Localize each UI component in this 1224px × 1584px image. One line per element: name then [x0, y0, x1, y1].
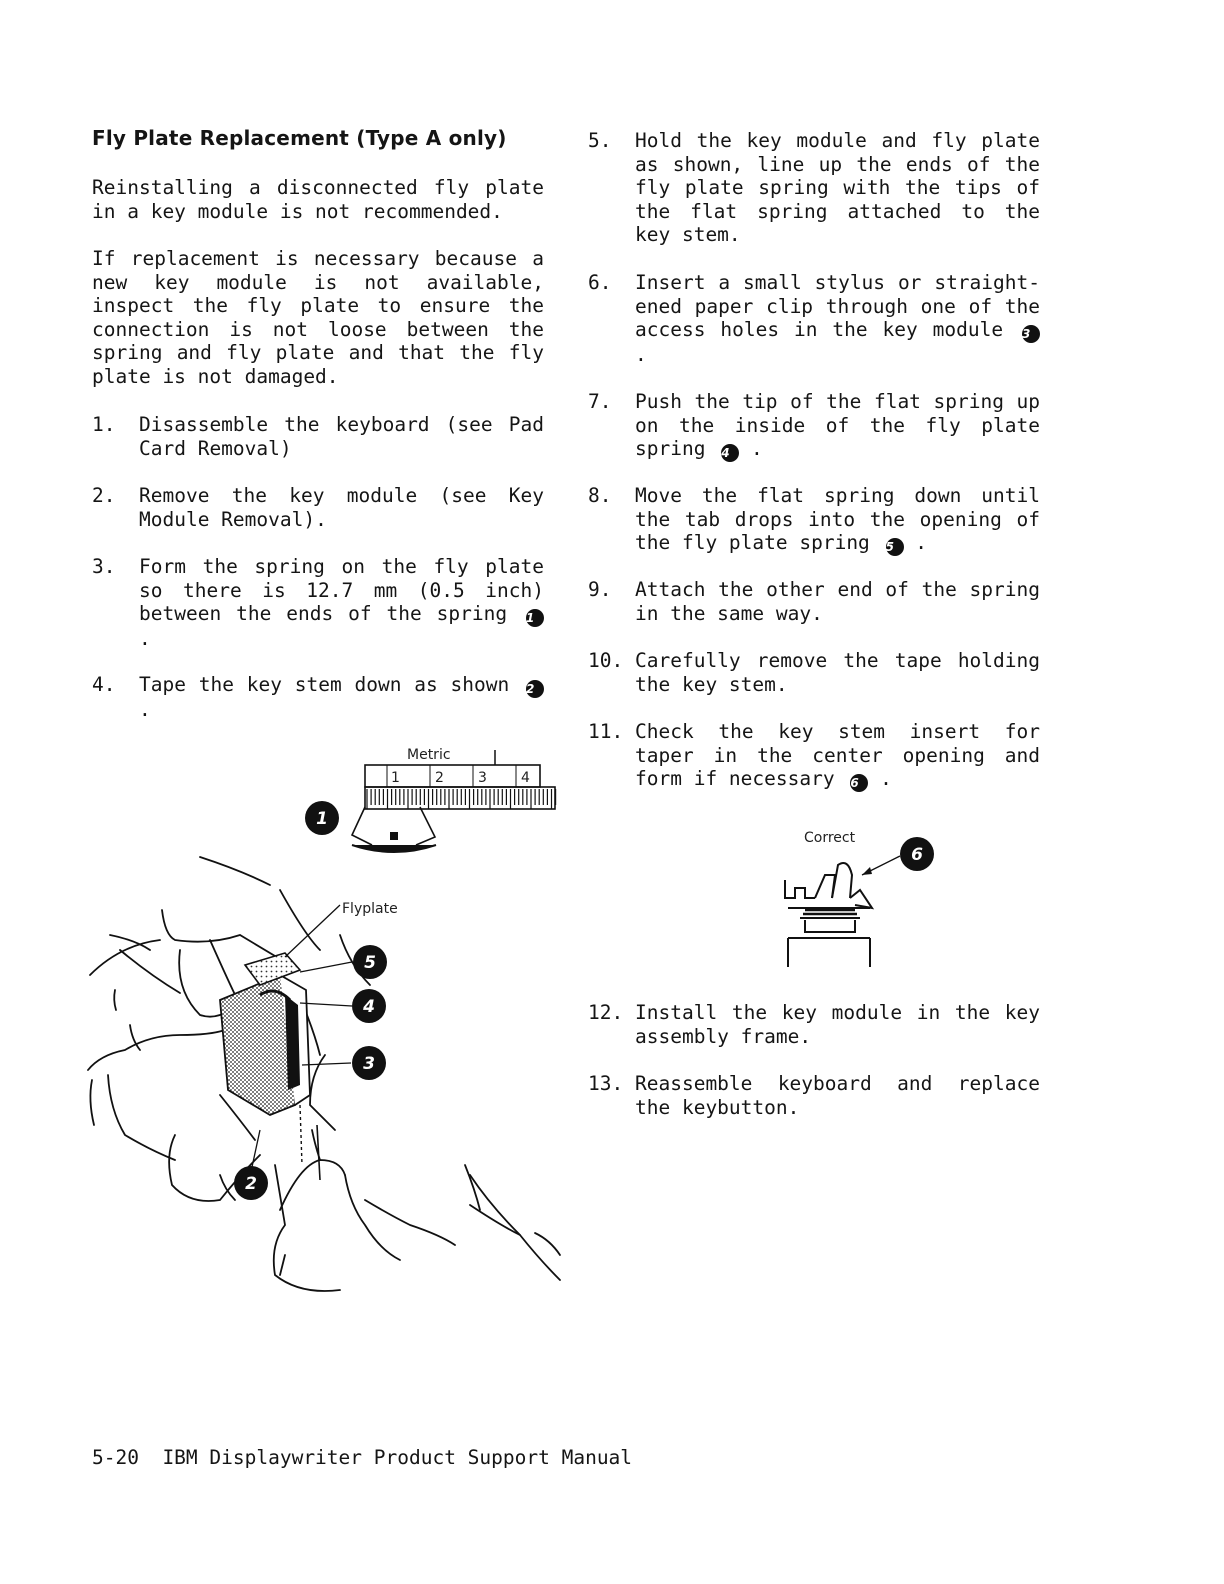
step-number: 9.: [588, 578, 612, 601]
callout-5: [353, 945, 387, 979]
intro-paragraph-2: If replacement is necessary because a new key module is not available, inspect the fly plate to ensure the connection is not loose between the spring and fly plate and that the fly plate is not damaged.: [92, 247, 544, 388]
step-number: 4.: [92, 673, 116, 696]
step-text: Attach the other end of the spring in the same way.: [635, 578, 1040, 625]
fly-plate-illustration: [80, 735, 570, 1300]
svg-text:5: 5: [364, 953, 376, 973]
step-text: Remove the key module (see Key Module Removal).: [139, 484, 544, 531]
callout-3: [352, 1046, 386, 1080]
svg-text:2: 2: [245, 1174, 257, 1194]
key-module: [220, 953, 320, 1180]
callout-badge: 5: [886, 538, 904, 556]
ruler-tick-1: 1: [391, 770, 400, 786]
step-number: 11.: [588, 720, 624, 743]
callout-2: [234, 1166, 268, 1200]
page-footer: 5-20 IBM Displaywriter Product Support Manual: [92, 1446, 633, 1469]
step-text: Insert a small stylus or straight-ened paper clip through one of the access holes in the key module 3 .: [635, 271, 1040, 367]
step-text: Carefully remove the tape holding the key stem.: [635, 649, 1040, 696]
step-text: Check the key stem insert for taper in the center opening and form if necessary 6 .: [635, 720, 1040, 791]
section-heading: Fly Plate Replacement (Type A only): [92, 126, 507, 150]
step-text: Push the tip of the flat spring up on the inside of the fly plate spring 4 .: [635, 390, 1040, 461]
step-number: 12.: [588, 1001, 624, 1024]
step-number: 6.: [588, 271, 612, 294]
ruler-tick-3: 3: [478, 770, 487, 786]
step-number: 1.: [92, 413, 116, 436]
callout-1: [305, 801, 339, 835]
step-number: 3.: [92, 555, 116, 578]
callout-badge: 3: [1022, 325, 1040, 343]
ruler-tick-2: 2: [435, 770, 444, 786]
step-text: Install the key module in the key assembly frame.: [635, 1001, 1040, 1048]
step-text: Disassemble the keyboard (see Pad Card Removal): [139, 413, 544, 460]
svg-text:6: 6: [911, 845, 923, 865]
step-number: 8.: [588, 484, 612, 507]
coil-spring: [803, 910, 857, 914]
callout-badge: 1: [526, 609, 544, 627]
step-text: Hold the key module and fly plate as shown, line up the ends of the fly plate spring with the tips of the flat spring attached to the key stem.: [635, 129, 1040, 247]
svg-text:1: 1: [316, 809, 328, 829]
step-number: 7.: [588, 390, 612, 413]
key-stem-insert-illustration: [770, 820, 970, 975]
ruler-tick-4: 4: [521, 770, 530, 786]
callout-badge: 6: [850, 774, 868, 792]
callout-badge: 2: [526, 680, 544, 698]
hands-line-art: [88, 857, 560, 1291]
step-number: 2.: [92, 484, 116, 507]
formed-spring: [352, 807, 436, 852]
callout-badge: 4: [721, 444, 739, 462]
correct-label: Correct: [804, 830, 856, 846]
svg-text:3: 3: [363, 1054, 375, 1074]
ruler-label: Metric: [407, 747, 451, 763]
callout-6: [900, 837, 934, 871]
step-text: Tape the key stem down as shown 2 .: [139, 673, 544, 722]
callout-4: [352, 989, 386, 1023]
flyplate-label: Flyplate: [342, 901, 398, 917]
intro-paragraph-1: Reinstalling a disconnected fly plate in a key module is not recommended.: [92, 176, 544, 223]
step-text: Form the spring on the fly plate so there is 12.7 mm (0.5 inch) between the ends of the spring 1 .: [139, 555, 544, 651]
step-text: Reassemble keyboard and replace the keybutton.: [635, 1072, 1040, 1119]
metric-ruler: [365, 765, 556, 809]
step-number: 13.: [588, 1072, 624, 1095]
svg-text:4: 4: [363, 997, 375, 1017]
step-number: 5.: [588, 129, 612, 152]
step-number: 10.: [588, 649, 624, 672]
step-text: Move the flat spring down until the tab drops into the opening of the fly plate spring 5 .: [635, 484, 1040, 555]
